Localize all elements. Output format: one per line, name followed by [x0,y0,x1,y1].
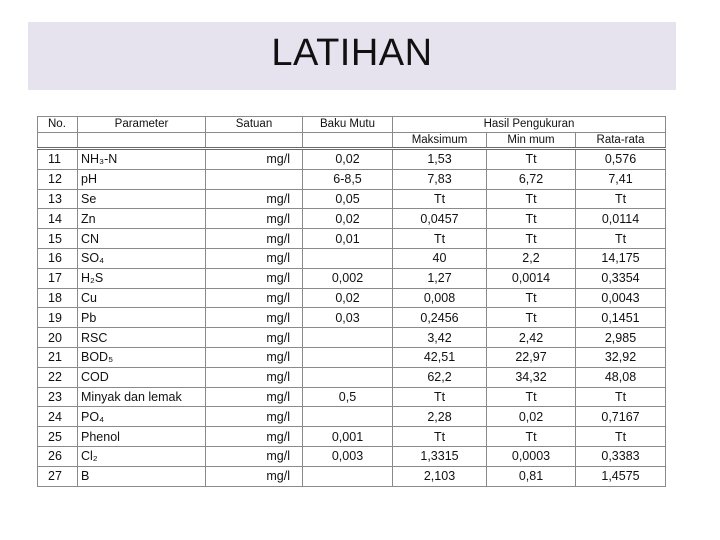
cell-no: 19 [38,308,78,328]
cell-minimum: 0,0014 [487,268,576,288]
cell-minimum: 0,02 [487,407,576,427]
cell-minimum: 2,42 [487,328,576,348]
cell-no: 24 [38,407,78,427]
table-row [38,308,666,328]
cell-maksimum: Tt [393,387,487,407]
table-header [38,117,666,149]
table-row [38,169,666,189]
cell-baku-mutu [303,347,393,367]
header-minimum: Min mum [487,132,576,149]
cell-rata-rata: Tt [576,387,666,407]
cell-satuan: mg/l [206,466,303,486]
cell-parameter: PO₄ [78,407,206,427]
title-band [28,22,676,90]
cell-maksimum: 1,53 [393,149,487,170]
cell-rata-rata: Tt [576,189,666,209]
cell-parameter: Phenol [78,427,206,447]
cell-satuan: mg/l [206,446,303,466]
cell-satuan: mg/l [206,268,303,288]
cell-rata-rata: 0,3354 [576,268,666,288]
header-satuan: Satuan [206,117,303,133]
cell-no: 13 [38,189,78,209]
table-row [38,328,666,348]
cell-satuan: mg/l [206,407,303,427]
cell-baku-mutu: 0,01 [303,229,393,249]
cell-rata-rata: 32,92 [576,347,666,367]
cell-maksimum: 1,3315 [393,446,487,466]
cell-maksimum: Tt [393,189,487,209]
cell-no: 12 [38,169,78,189]
cell-rata-rata: 0,576 [576,149,666,170]
cell-minimum: Tt [487,189,576,209]
cell-satuan: mg/l [206,189,303,209]
cell-no: 18 [38,288,78,308]
cell-no: 15 [38,229,78,249]
header-rata-rata: Rata-rata [576,132,666,149]
cell-parameter: BOD₅ [78,347,206,367]
cell-minimum: Tt [487,308,576,328]
cell-maksimum: Tt [393,229,487,249]
cell-rata-rata: Tt [576,229,666,249]
cell-parameter: Se [78,189,206,209]
table-row [38,427,666,447]
cell-no: 25 [38,427,78,447]
cell-parameter: CN [78,229,206,249]
cell-no: 20 [38,328,78,348]
cell-satuan: mg/l [206,248,303,268]
cell-satuan: mg/l [206,427,303,447]
cell-maksimum: 40 [393,248,487,268]
table-row [38,446,666,466]
cell-maksimum: 0,0457 [393,209,487,229]
header-empty-cell [78,132,206,149]
cell-rata-rata: 0,0043 [576,288,666,308]
cell-maksimum: 0,008 [393,288,487,308]
cell-minimum: 34,32 [487,367,576,387]
cell-minimum: Tt [487,229,576,249]
cell-maksimum: 2,103 [393,466,487,486]
header-empty-cell [303,132,393,149]
cell-parameter: Cu [78,288,206,308]
cell-no: 11 [38,149,78,170]
cell-maksimum: 1,27 [393,268,487,288]
cell-no: 23 [38,387,78,407]
cell-maksimum: 62,2 [393,367,487,387]
cell-baku-mutu [303,466,393,486]
table-row [38,229,666,249]
cell-satuan [206,169,303,189]
cell-baku-mutu [303,407,393,427]
cell-minimum: Tt [487,427,576,447]
cell-baku-mutu: 0,02 [303,149,393,170]
cell-satuan: mg/l [206,367,303,387]
header-row-2 [38,132,666,149]
cell-baku-mutu: 0,05 [303,189,393,209]
header-empty-cell [38,132,78,149]
cell-rata-rata: 0,1451 [576,308,666,328]
cell-baku-mutu: 0,02 [303,288,393,308]
cell-rata-rata: 0,0114 [576,209,666,229]
cell-rata-rata: Tt [576,427,666,447]
header-hasil-pengukuran: Hasil Pengukuran [393,117,666,133]
cell-no: 17 [38,268,78,288]
table-row [38,248,666,268]
header-no: No. [38,117,78,133]
cell-no: 22 [38,367,78,387]
cell-no: 16 [38,248,78,268]
cell-baku-mutu: 0,02 [303,209,393,229]
cell-baku-mutu [303,328,393,348]
table-body [38,149,666,487]
slide-title: LATIHAN [271,32,433,74]
cell-baku-mutu: 0,03 [303,308,393,328]
cell-no: 21 [38,347,78,367]
table-row [38,407,666,427]
cell-satuan: mg/l [206,308,303,328]
cell-maksimum: Tt [393,427,487,447]
cell-minimum: 0,0003 [487,446,576,466]
cell-minimum: 22,97 [487,347,576,367]
cell-minimum: Tt [487,288,576,308]
cell-baku-mutu [303,248,393,268]
cell-minimum: 0,81 [487,466,576,486]
cell-no: 26 [38,446,78,466]
header-row-1 [38,117,666,133]
cell-satuan: mg/l [206,288,303,308]
cell-parameter: COD [78,367,206,387]
cell-baku-mutu: 0,003 [303,446,393,466]
cell-baku-mutu: 6-8,5 [303,169,393,189]
header-empty-cell [206,132,303,149]
cell-rata-rata: 2,985 [576,328,666,348]
cell-parameter: pH [78,169,206,189]
cell-parameter: NH₃-N [78,149,206,170]
table-container [37,116,665,487]
cell-rata-rata: 14,175 [576,248,666,268]
header-baku-mutu: Baku Mutu [303,117,393,133]
table-row [38,149,666,170]
cell-parameter: Minyak dan lemak [78,387,206,407]
cell-satuan: mg/l [206,347,303,367]
cell-satuan: mg/l [206,328,303,348]
cell-parameter: RSC [78,328,206,348]
table-row [38,387,666,407]
table-row [38,268,666,288]
cell-satuan: mg/l [206,387,303,407]
cell-minimum: 6,72 [487,169,576,189]
cell-no: 14 [38,209,78,229]
header-parameter: Parameter [78,117,206,133]
table-row [38,209,666,229]
cell-parameter: Pb [78,308,206,328]
table-row [38,288,666,308]
table-row [38,347,666,367]
cell-rata-rata: 0,3383 [576,446,666,466]
cell-rata-rata: 0,7167 [576,407,666,427]
cell-minimum: Tt [487,387,576,407]
cell-maksimum: 42,51 [393,347,487,367]
cell-no: 27 [38,466,78,486]
cell-rata-rata: 7,41 [576,169,666,189]
cell-minimum: Tt [487,149,576,170]
cell-satuan: mg/l [206,209,303,229]
header-maksimum: Maksimum [393,132,487,149]
cell-minimum: 2,2 [487,248,576,268]
cell-parameter: SO₄ [78,248,206,268]
cell-rata-rata: 1,4575 [576,466,666,486]
cell-baku-mutu: 0,5 [303,387,393,407]
cell-maksimum: 0,2456 [393,308,487,328]
cell-minimum: Tt [487,209,576,229]
cell-maksimum: 3,42 [393,328,487,348]
cell-maksimum: 2,28 [393,407,487,427]
cell-satuan: mg/l [206,149,303,170]
cell-satuan: mg/l [206,229,303,249]
cell-parameter: B [78,466,206,486]
table-row [38,367,666,387]
cell-baku-mutu [303,367,393,387]
cell-parameter: Cl₂ [78,446,206,466]
cell-parameter: Zn [78,209,206,229]
cell-maksimum: 7,83 [393,169,487,189]
measurement-table [37,116,666,487]
cell-parameter: H₂S [78,268,206,288]
table-row [38,189,666,209]
cell-baku-mutu: 0,001 [303,427,393,447]
cell-rata-rata: 48,08 [576,367,666,387]
table-row [38,466,666,486]
cell-baku-mutu: 0,002 [303,268,393,288]
